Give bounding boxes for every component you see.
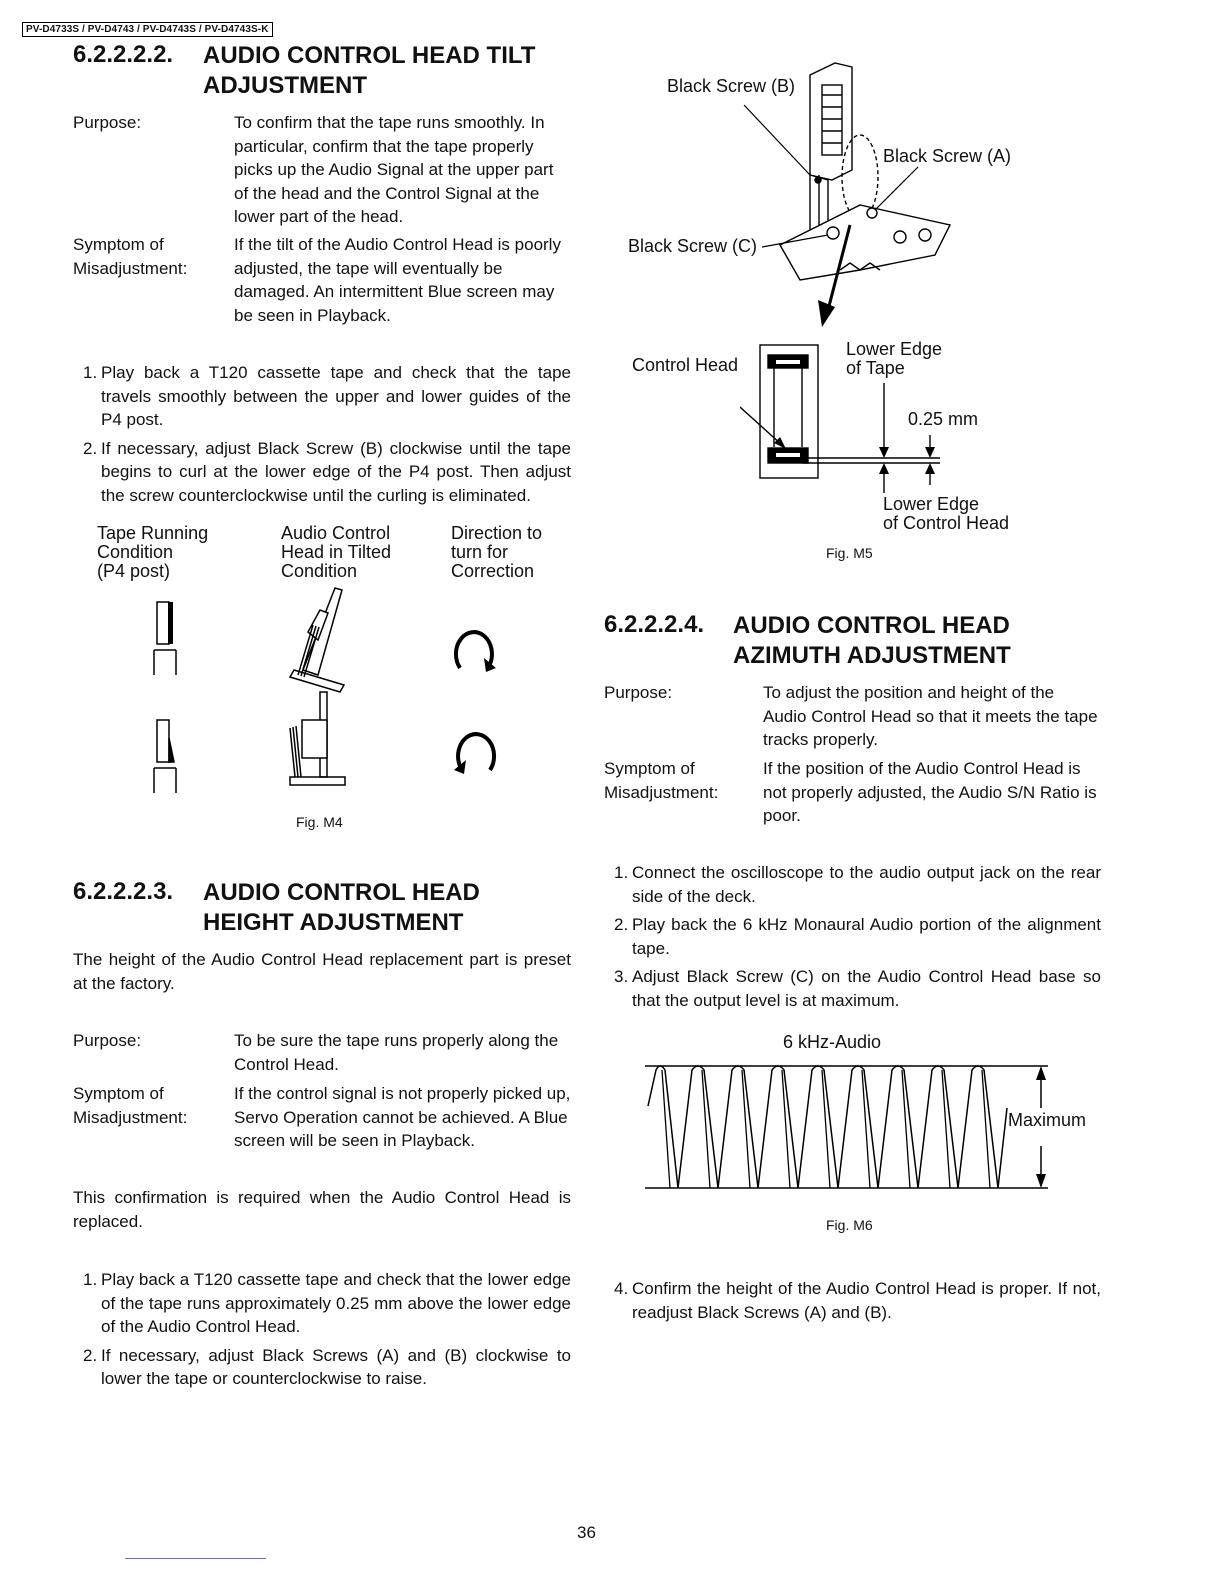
label-lower-edge-of-tape <box>846 340 942 378</box>
step-text: Play back a T120 cassette tape and check that the lower edge of the tape runs approximately 0.25 mm above the lower edge of the Audio Control Head. <box>101 1270 571 1336</box>
step-number: 1. <box>83 1270 98 1289</box>
label-black-screw-b: Black Screw (B) <box>667 76 796 96</box>
purpose-text: To be sure the tape runs properly along the Control Head. <box>234 1031 559 1074</box>
step-number: 1. <box>614 863 629 882</box>
clockwise-arrow-icon <box>456 632 496 672</box>
azimuth-step-4 <box>604 1277 1101 1329</box>
azimuth-steps <box>604 861 1101 1017</box>
section-title-height-line2: HEIGHT ADJUSTMENT <box>203 909 464 936</box>
section-title-tilt-line1: AUDIO CONTROL HEAD TILT <box>203 42 536 69</box>
list-item <box>73 361 571 432</box>
fig-m4-caption: Fig. M4 <box>296 814 343 830</box>
symptom-text: If the position of the Audio Control Head is not properly adjusted, the Audio S/N Ratio is poor. <box>763 759 1097 825</box>
footer-link-underline <box>125 1558 266 1559</box>
purpose-text: To adjust the position and height of the Audio Control Head so that it meets the tape tracks properly. <box>763 683 1098 749</box>
symptom-label-line2: Misadjustment: <box>73 1107 188 1127</box>
step-text: If necessary, adjust Black Screw (B) clockwise until the tape begins to curl at the lower edge of the P4 post. Then adjust the screw counterclockwise until the curling is eliminated. <box>101 438 571 505</box>
header-line: Direction to <box>451 523 543 543</box>
list-item <box>604 965 1101 1012</box>
fig-m4-col2-header <box>281 524 391 581</box>
section-number-azimuth: 6.2.2.2.4. <box>604 611 705 638</box>
page-number: 36 <box>577 1523 596 1542</box>
symptom-label <box>604 757 718 804</box>
height-intro: The height of the Audio Control Head replacement part is preset at the factory. <box>73 950 571 993</box>
section-title-azimuth-line2: AZIMUTH ADJUSTMENT <box>733 642 1011 669</box>
symptom-label-line1: Symptom of <box>73 1084 164 1103</box>
p4-post-curl-top <box>154 602 176 675</box>
symptom-label <box>73 233 187 280</box>
fig-m6-title: 6 kHz-Audio <box>783 1032 882 1052</box>
list-item <box>604 1277 1101 1324</box>
section-title-azimuth-line1: AUDIO CONTROL HEAD <box>733 612 1010 639</box>
label-maximum: Maximum <box>1008 1110 1087 1130</box>
counterclockwise-arrow-icon <box>454 734 494 774</box>
fig-m4-col3-header <box>451 524 542 581</box>
symptom-label <box>73 1082 187 1129</box>
head-tilted-right <box>290 588 344 692</box>
step-text: Play back the 6 kHz Monaural Audio portion of the alignment tape. <box>632 915 1101 958</box>
symptom-text: If the tilt of the Audio Control Head is poorly adjusted, the tape will eventually be damaged. An intermittent Blue screen may be seen in Playback. <box>234 235 561 325</box>
label-lower-edge-of-control-head <box>883 495 1009 533</box>
fig-m5-caption: Fig. M5 <box>826 545 873 561</box>
purpose-label: Purpose: <box>73 1031 142 1050</box>
height-steps <box>73 1268 571 1396</box>
purpose-label: Purpose: <box>604 683 673 702</box>
step-text: Play back a T120 cassette tape and check that the tape travels smoothly between the upper and lower guides of the P4 post. <box>101 363 571 429</box>
list-item <box>73 437 571 508</box>
list-item <box>604 861 1101 908</box>
step-number: 2. <box>83 1345 98 1365</box>
step-number: 2. <box>83 438 98 458</box>
purpose-label: Purpose: <box>73 113 142 132</box>
section-title-height-line1: AUDIO CONTROL HEAD <box>203 879 480 906</box>
purpose-text: To confirm that the tape runs smoothly. In particular, confirm that the tape properly picks up the Audio Signal at the upper part of the head and the Control Signal at the lower part of the head. <box>234 113 554 226</box>
header-line: Tape Running <box>97 523 209 543</box>
label-line: of Control Head <box>883 513 1010 533</box>
label-line: Lower Edge <box>883 494 980 514</box>
step-number: 4. <box>614 1279 629 1298</box>
section-number-tilt: 6.2.2.2.2. <box>73 41 174 68</box>
step-text: Adjust Black Screw (C) on the Audio Control Head base so that the output level is at maximum. <box>632 967 1101 1010</box>
step-text: Connect the oscilloscope to the audio output jack on the rear side of the deck. <box>632 863 1101 906</box>
fig-m6-waveform <box>640 1058 1060 1198</box>
section-number-height: 6.2.2.2.3. <box>73 878 174 905</box>
header-line: Condition <box>97 542 174 562</box>
list-item <box>604 913 1101 960</box>
model-number-box: PV-D4733S / PV-D4743 / PV-D4743S / PV-D4743S-K <box>22 22 273 37</box>
section-title-tilt-line2: ADJUSTMENT <box>203 72 368 99</box>
fig-m4-diagram <box>130 580 530 800</box>
symptom-label-line1: Symptom of <box>73 235 164 254</box>
header-line: Correction <box>451 561 535 581</box>
label-gap-025mm: 0.25 mm <box>908 409 979 429</box>
tilt-steps <box>73 361 571 512</box>
header-line: (P4 post) <box>97 561 171 581</box>
header-line: Head in Tilted <box>281 542 392 562</box>
label-black-screw-c: Black Screw (C) <box>628 236 758 256</box>
height-note: This confirmation is required when the Audio Control Head is replaced. <box>73 1188 571 1231</box>
label-control-head: Control Head <box>632 355 739 375</box>
fig-m4-col1-header <box>97 524 208 581</box>
list-item <box>73 1344 571 1391</box>
head-tilted-left <box>290 692 345 785</box>
label-line: Lower Edge <box>846 339 943 359</box>
label-black-screw-a: Black Screw (A) <box>883 146 1012 166</box>
step-number: 3. <box>614 967 629 986</box>
symptom-text: If the control signal is not properly picked up, Servo Operation cannot be achieved. A Blue screen will be seen in Playback. <box>234 1084 571 1150</box>
p4-post-curl-bottom <box>154 720 176 793</box>
symptom-label-line2: Misadjustment: <box>604 782 719 802</box>
step-number: 1. <box>83 363 98 382</box>
header-line: turn for <box>451 542 509 562</box>
list-item <box>73 1268 571 1339</box>
step-text: If necessary, adjust Black Screws (A) and (B) clockwise to lower the tape or counterclockwise to raise. <box>101 1345 571 1388</box>
symptom-label-line2: Misadjustment: <box>73 258 188 278</box>
step-number: 2. <box>614 915 629 934</box>
symptom-label-line1: Symptom of <box>604 759 695 778</box>
fig-m6-caption: Fig. M6 <box>826 1217 873 1233</box>
header-line: Condition <box>281 561 358 581</box>
label-line: of Tape <box>846 358 905 378</box>
header-line: Audio Control <box>281 523 391 543</box>
step-text: Confirm the height of the Audio Control Head is proper. If not, readjust Black Screws (A) and (B). <box>632 1279 1101 1322</box>
